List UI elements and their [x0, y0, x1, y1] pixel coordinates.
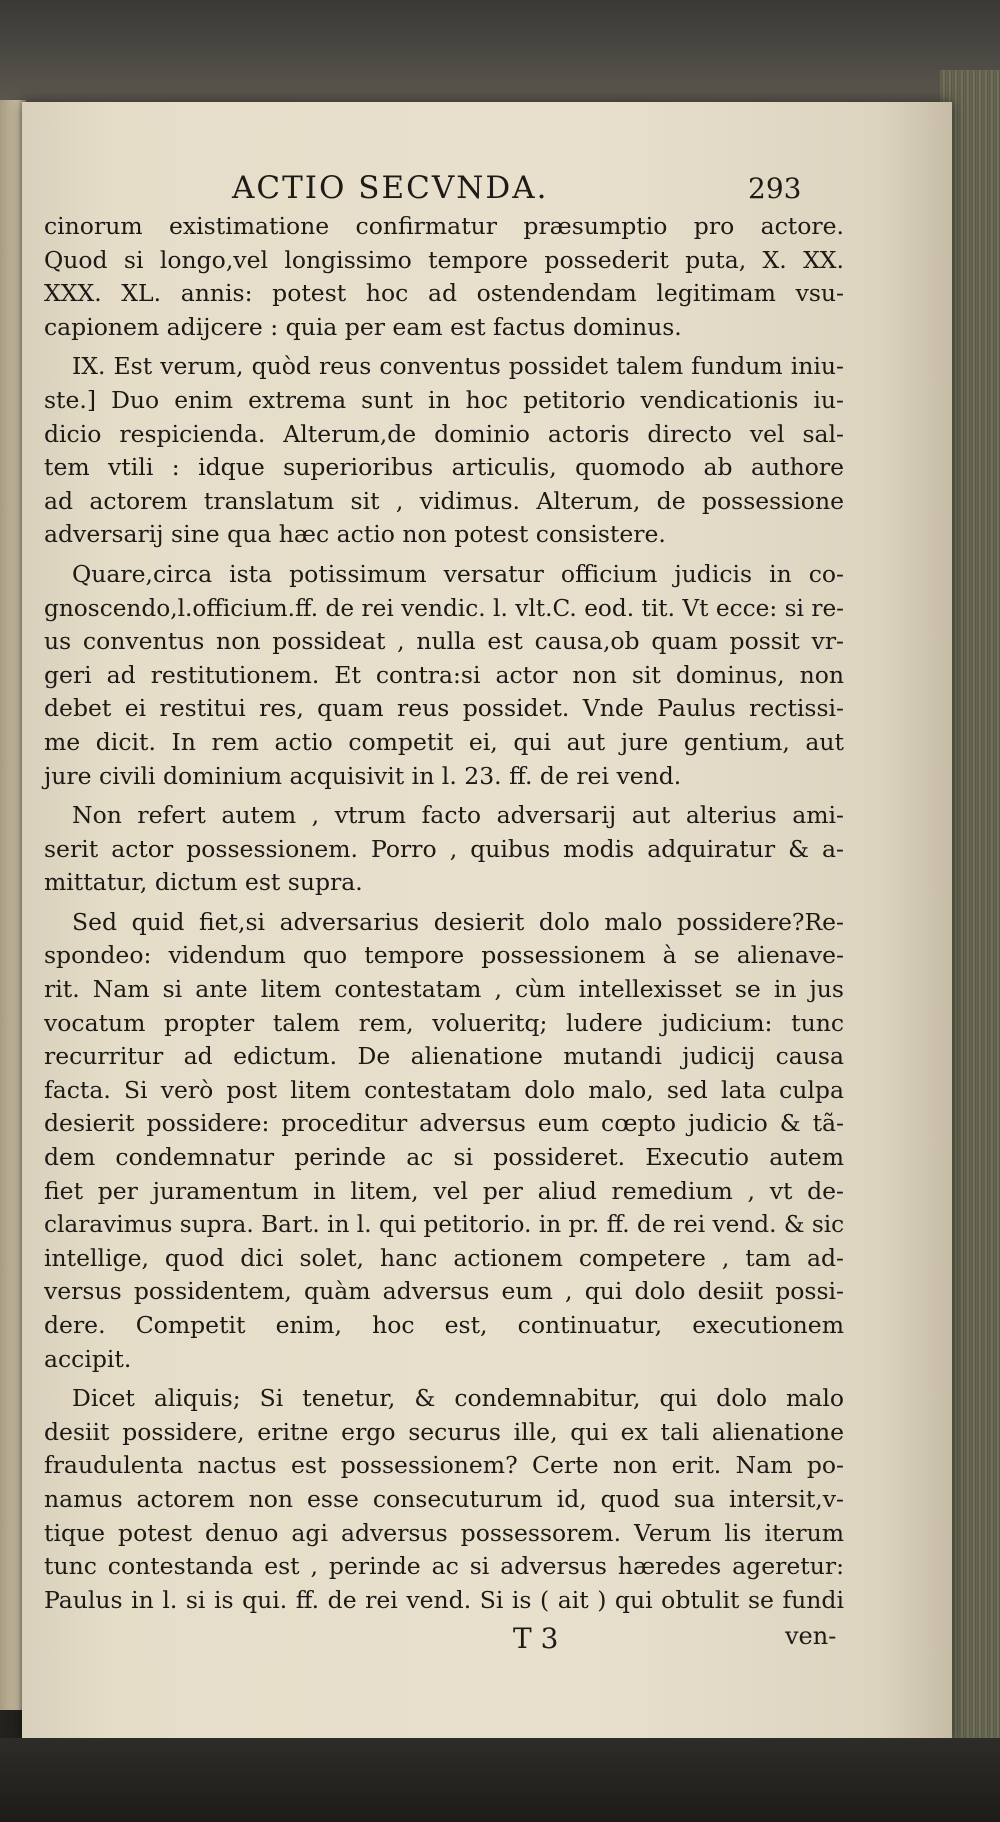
paragraph [44, 558, 844, 793]
text-line: claravimus supra. Bart. in l. qui petitorio. in pr. ff. de rei vend. & sic [44, 1210, 845, 1239]
paragraph [44, 210, 844, 344]
text-line: Quod si longo,vel longissimo tempore possederit puta, X. XX. [44, 245, 844, 274]
text-line: IX. Est verum, quòd reus conventus possidet talem fundum iniu- [72, 352, 844, 381]
paragraph [44, 799, 844, 900]
text-line: ad actorem translatum sit , vidimus. Alterum, de possessione [44, 486, 844, 515]
body-text [44, 210, 844, 1617]
text-line: tem vtili : idque superioribus articulis, quomodo ab authore [44, 453, 844, 482]
text-line: jure civili dominium acquisivit in l. 23. ff. de rei vend. [44, 761, 682, 790]
running-head [0, 170, 1000, 210]
text-line: tique potest denuo agi adversus possessorem. Verum lis iterum [44, 1518, 844, 1547]
page-number: 293 [748, 172, 802, 205]
text-line: capionem adijcere : quia per eam est factus dominus. [44, 312, 682, 341]
book-top-edge [0, 0, 1000, 115]
text-line: fiet per juramentum in litem, vel per aliud remedium , vt de- [44, 1176, 844, 1205]
text-line: versus possidentem, quàm adversus eum , qui dolo desiit possi- [44, 1277, 844, 1306]
text-line: gnoscendo,l.officium.ff. de rei vendic. l. vlt.C. eod. tit. Vt ecce: si re- [44, 593, 845, 622]
running-title: ACTIO SECVNDA. [232, 170, 549, 206]
text-line: Non refert autem , vtrum facto adversarij aut alterius ami- [72, 801, 844, 830]
text-line: geri ad restitutionem. Et contra:si actor non sit dominus, non [44, 660, 844, 689]
text-line: Dicet aliquis; Si tenetur, & condemnabitur, qui dolo malo [72, 1384, 844, 1413]
catchword: ven- [785, 1622, 837, 1650]
text-line: dicio respicienda. Alterum,de dominio actoris directo vel sal- [44, 419, 844, 448]
text-line: spondeo: videndum quo tempore possessionem à se alienave- [44, 941, 844, 970]
text-line: dem condemnatur perinde ac si possideret. Executio autem [44, 1143, 844, 1172]
text-line: facta. Si verò post litem contestatam dolo malo, sed lata culpa [44, 1075, 844, 1104]
text-line: Paulus in l. si is qui. ff. de rei vend. Si is ( ait ) qui obtulit se fundi [44, 1585, 844, 1614]
text-line: Sed quid fiet,si adversarius desierit dolo malo possidere?Re- [72, 907, 844, 936]
text-line: accipit. [44, 1344, 132, 1373]
book-bottom-edge [0, 1738, 1000, 1822]
text-line: namus actorem non esse consecuturum id, quod sua intersit,v- [44, 1484, 844, 1513]
text-line: dere. Competit enim, hoc est, continuatur, executionem [44, 1311, 844, 1339]
text-line: fraudulenta nactus est possessionem? Certe non erit. Nam po- [44, 1451, 844, 1480]
text-line: adversarij sine qua hæc actio non potest consistere. [44, 520, 666, 549]
text-line: desiit possidere, eritne ergo securus ille, qui ex tali alienatione [44, 1417, 844, 1446]
text-line: debet ei restitui res, quam reus possidet. Vnde Paulus rectissi- [44, 694, 844, 723]
paragraph [44, 1382, 844, 1617]
text-line: us conventus non possideat , nulla est causa,ob quam possit vr- [44, 627, 844, 656]
paragraph [44, 350, 844, 552]
text-line: serit actor possessionem. Porro , quibus modis adquiratur & a- [44, 834, 844, 863]
text-line: vocatum propter talem rem, volueritq; ludere judicium: tunc [44, 1008, 844, 1037]
text-line: intellige, quod dici solet, hanc actionem competere , tam ad- [44, 1243, 844, 1272]
signature-mark: T 3 [513, 1622, 559, 1655]
page-footer [0, 1622, 1000, 1662]
text-line: tunc contestanda est , perinde ac si adversus hæredes ageretur: [44, 1552, 844, 1581]
text-line: desierit possidere: proceditur adversus eum cœpto judicio & tã- [44, 1109, 844, 1138]
text-line: XXX. XL. annis: potest hoc ad ostendendam legitimam vsu- [44, 279, 844, 308]
text-line: cinorum existimatione confirmatur præsumptio pro actore. [44, 212, 844, 240]
text-line: Quare,circa ista potissimum versatur officium judicis in co- [72, 559, 844, 588]
paragraph [44, 906, 844, 1376]
text-line: mittatur, dictum est supra. [44, 868, 363, 897]
text-line: me dicit. In rem actio competit ei, qui aut jure gentium, aut [44, 727, 844, 756]
text-line: ste.] Duo enim extrema sunt in hoc petitorio vendicationis iu- [44, 385, 844, 414]
text-line: rit. Nam si ante litem contestatam , cùm intellexisset se in jus [44, 975, 844, 1004]
text-line: recurritur ad edictum. De alienatione mutandi judicij causa [44, 1042, 844, 1071]
